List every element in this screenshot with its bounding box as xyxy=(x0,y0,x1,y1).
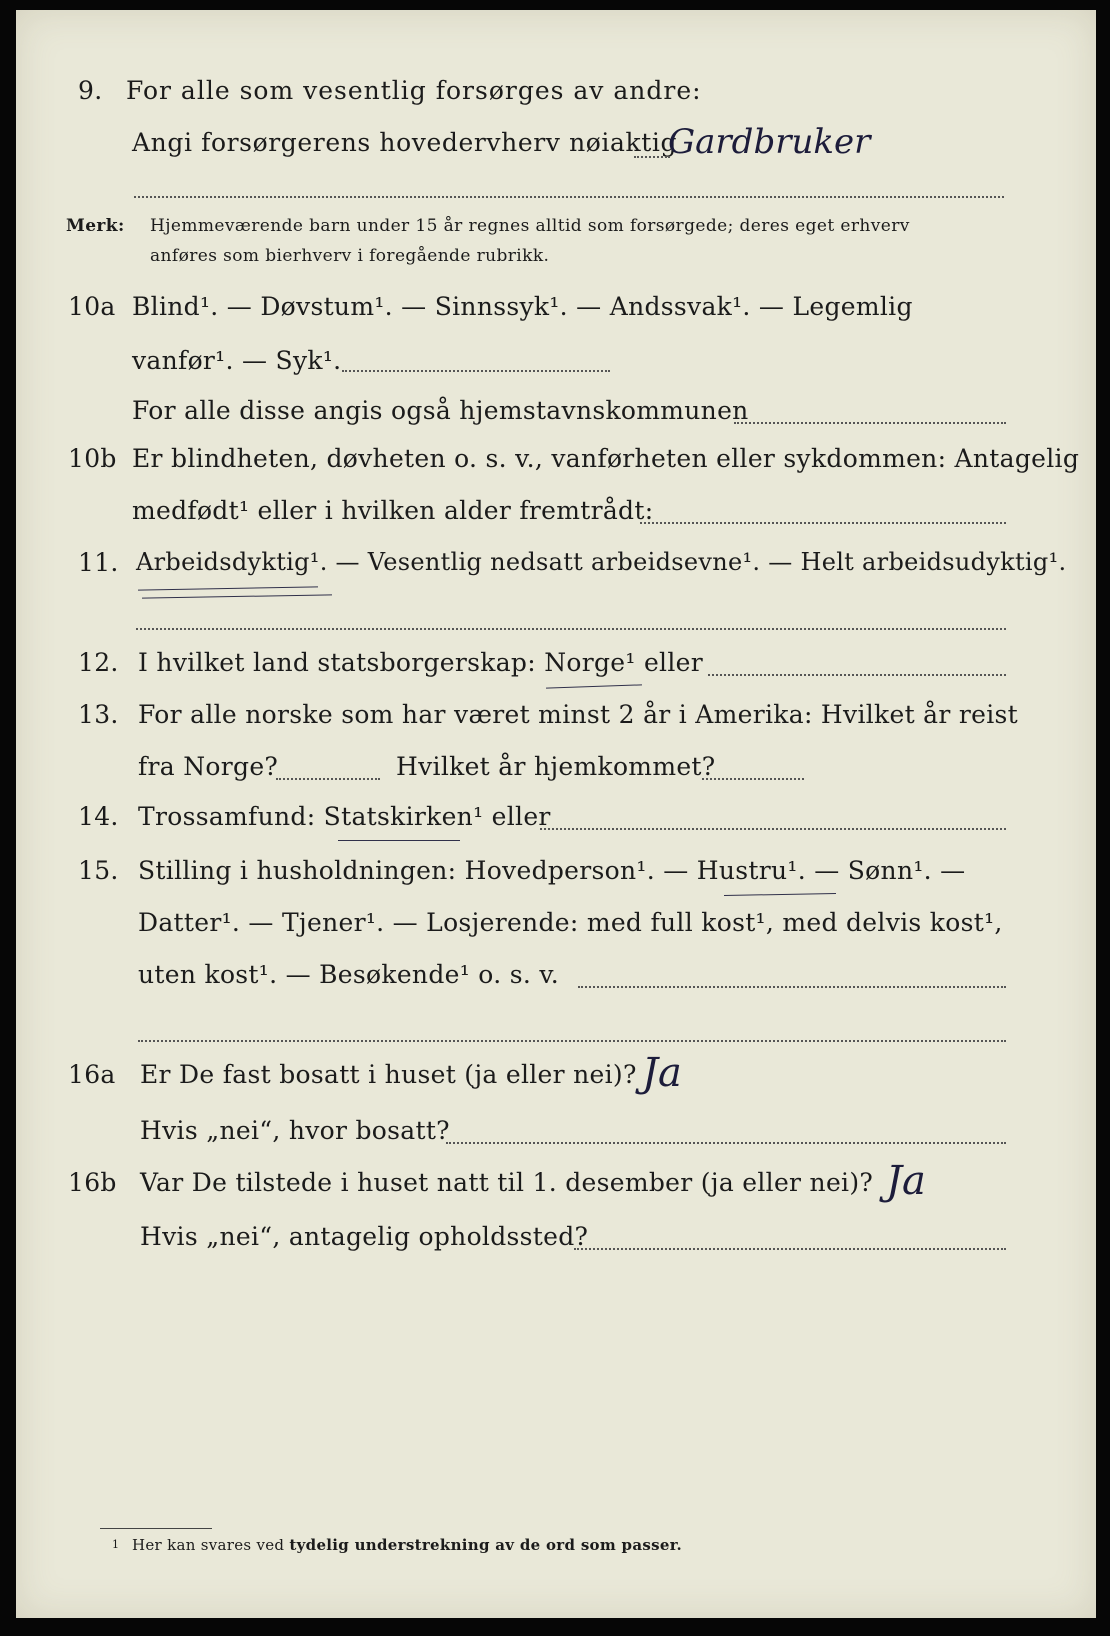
q16a-line1: Er De fast bosatt i huset (ja eller nei)? xyxy=(140,1060,637,1089)
q9-handwritten-answer: Gardbruker xyxy=(668,122,871,162)
q9-line1: For alle som vesentlig forsørges av andre: xyxy=(126,76,702,105)
q16a-line2: Hvis „nei“, hvor bosatt? xyxy=(140,1116,450,1145)
q14-line1: Trossamfund: Statskirken¹ eller xyxy=(138,802,551,831)
q14-field xyxy=(540,828,1006,830)
q10a-number: 10a xyxy=(68,292,116,321)
q15-line3: uten kost¹. — Besøkende¹ o. s. v. xyxy=(138,960,560,989)
q10b-number: 10b xyxy=(68,444,117,473)
q11-separator xyxy=(136,628,1006,630)
q16b-handwritten-answer: Ja xyxy=(886,1158,926,1204)
q15-field xyxy=(578,986,1006,988)
q12-underline-norge xyxy=(546,684,642,688)
q16a-field xyxy=(446,1142,1006,1144)
q16b-line2: Hvis „nei“, antagelig opholdssted? xyxy=(140,1222,589,1251)
q15-separator xyxy=(138,1040,1006,1042)
q13-hjemkommet-field xyxy=(702,778,804,780)
footnote-text xyxy=(132,1536,682,1554)
q9-number: 9. xyxy=(78,76,103,105)
footnote-text-a: Her kan svares ved xyxy=(132,1536,285,1554)
q16b-line1: Var De tilstede i huset natt til 1. desember (ja eller nei)? xyxy=(140,1168,874,1197)
q15-underline-hustru xyxy=(724,893,836,896)
q11-underline-1 xyxy=(138,586,318,590)
q16b-field xyxy=(574,1248,1006,1250)
q14-underline-statskirken xyxy=(338,840,460,841)
q13-reist-field xyxy=(276,778,380,780)
q11-number: 11. xyxy=(78,548,119,577)
q10a-syk-field xyxy=(342,370,610,372)
q16b-number: 16b xyxy=(68,1168,117,1197)
q13-number: 13. xyxy=(78,700,119,729)
q11-underline-2 xyxy=(142,594,332,598)
q16a-handwritten-answer: Ja xyxy=(642,1050,682,1096)
q10a-line2: vanfør¹. — Syk¹. xyxy=(132,346,342,375)
q12-number: 12. xyxy=(78,648,119,677)
footnote-rule xyxy=(100,1528,212,1529)
q13-line2a: fra Norge? xyxy=(138,752,279,781)
merk-label: Merk: xyxy=(66,216,125,236)
footnote-mark: 1 xyxy=(112,1538,120,1551)
census-form-page xyxy=(16,10,1096,1618)
merk-line2: anføres som bierhverv i foregående rubrikk. xyxy=(150,246,550,266)
q10a-hjemstavn-field xyxy=(734,422,1006,424)
footnote-text-b: tydelig understrekning av de ord som passer. xyxy=(289,1536,683,1554)
q9-line2: Angi forsørgerens hovedervherv nøiaktig xyxy=(132,128,678,157)
q15-line2: Datter¹. — Tjener¹. — Losjerende: med full kost¹, med delvis kost¹, xyxy=(138,908,1003,937)
q13-line1: For alle norske som har været minst 2 år i Amerika: Hvilket år reist xyxy=(138,700,1019,729)
q10b-alder-field xyxy=(640,522,1006,524)
q10b-line1: Er blindheten, døvheten o. s. v., vanførheten eller sykdommen: Antagelig xyxy=(132,444,1080,473)
q9-answer-leader xyxy=(634,156,670,158)
q16a-number: 16a xyxy=(68,1060,116,1089)
q14-number: 14. xyxy=(78,802,119,831)
q10b-line2: medfødt¹ eller i hvilken alder fremtrådt: xyxy=(132,496,654,525)
q15-number: 15. xyxy=(78,856,119,885)
q15-line1: Stilling i husholdningen: Hovedperson¹. — Hustru¹. — Sønn¹. — xyxy=(138,856,966,885)
q10a-line1: Blind¹. — Døvstum¹. — Sinnssyk¹. — Andssvak¹. — Legemlig xyxy=(132,292,913,321)
q9-separator xyxy=(134,196,1004,198)
q10a-line3: For alle disse angis også hjemstavnskommunen xyxy=(132,396,749,425)
q12-line1: I hvilket land statsborgerskap: Norge¹ eller xyxy=(138,648,703,677)
q11-line1: Arbeidsdyktig¹. — Vesentlig nedsatt arbeidsevne¹. — Helt arbeidsudyktig¹. xyxy=(136,548,1067,576)
q12-field xyxy=(708,674,1006,676)
merk-line1: Hjemmeværende barn under 15 år regnes alltid som forsørgede; deres eget erhverv xyxy=(150,216,910,236)
q13-line2b: Hvilket år hjemkommet? xyxy=(396,752,716,781)
